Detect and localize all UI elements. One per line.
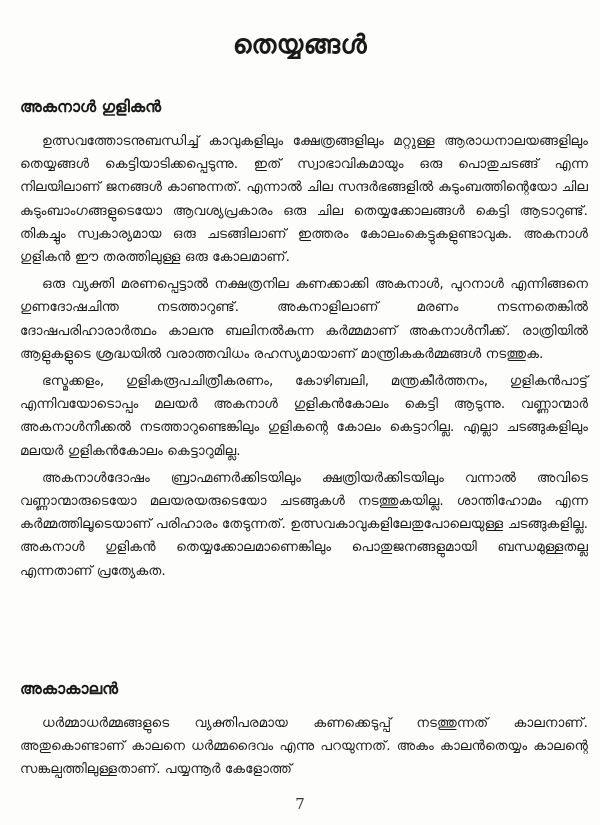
section-heading: അകനാൾ ഗുളികൻ <box>20 97 162 116</box>
section-heading: അകാകാലൻ <box>20 679 119 698</box>
section-akakalan <box>20 678 588 782</box>
paragraph: ധർമ്മാധർമ്മങ്ങളുടെ വ്യക്തിപരമായ കണക്കെടുപ്പ് നടത്തുന്നത് കാലനാണ്. അതുകൊണ്ടാണ് കാലനെ ധർമ്മദൈവം എന്നു പറയുന്നത്. അകം കാലൻതെയ്യം കാലന്റെ സങ്കല്പത്തിലുള്ളതാണ്. പയ്യന്നൂർ കേളോത്ത് <box>20 715 588 778</box>
paragraph: ഒരു വ്യക്തി മരണപ്പെട്ടാൽ നക്ഷത്രനില കണക്കാക്കി അകനാൾ, പുറനാൾ എന്നിങ്ങനെ ഗുണദോഷചിന്ത നടത്താറുണ്ട്. അകനാളിലാണ് മരണം നടന്നതെങ്കിൽ ദോഷപരിഹാരാർത്ഥം കാലനു ബലിനൽകുന്ന കർമ്മമാണ് അകനാൾനീക്ക്. രാത്രിയിൽ ആളുകളുടെ ശ്രദ്ധയിൽ വരാത്തവിധം രഹസ്യമായാണ് മാന്ത്രികകർമ്മങ്ങൾ നടത്തുക. <box>20 276 588 362</box>
page-number: 7 <box>295 795 305 813</box>
page-title: തെയ്യങ്ങൾ <box>232 30 368 60</box>
paragraph: ഉത്സവത്തോടനുബന്ധിച്ച് കാവുകളിലും ക്ഷേത്രങ്ങളിലും മറ്റുള്ള ആരാധനാലയങ്ങളിലും തെയ്യങ്ങൾ കെട്ടിയാടിക്കപ്പെടുന്നു. ഇത് സ്വാഭാവികമായും ഒരു പൊതുചടങ്ങ് എന്ന നിലയിലാണ് ജനങ്ങൾ കാണുന്നത്. എന്നാൽ ചില സന്ദർഭങ്ങളിൽ കുടുംബത്തിന്റെയോ ചില കുടുംബാംഗങ്ങളുടെയോ ആവശ്യപ്രകാരം ഒരു ചില തെയ്യക്കോലങ്ങൾ കെട്ടി ആടാറുണ്ട്. തികച്ചും സ്വകാര്യമായ ഒരു ചടങ്ങിലാണ് ഇത്തരം കോലംകെട്ടുകളുണ്ടാവുക. അകനാൾ ഗുളികൻ ഈ തരത്തിലുള്ള ഒരു കോലമാണ്. <box>20 133 588 266</box>
paragraph: അകനാൾദോഷം ബ്രാഹ്മണർക്കിടയിലും ക്ഷത്രിയർക്കിടയിലും വന്നാൽ അവിടെ വണ്ണാന്മാരുടെയോ മലയരയരുടെയോ ചടങ്ങുകൾ നടത്തുകയില്ല. ശാന്തിഹോമം എന്ന കർമ്മത്തിലൂടെയാണ് പരിഹാരം തേടുന്നത്. ഉത്സവകാവുകളിലേതുപോലെയുള്ള ചടങ്ങുകളില്ല. അകനാൾ ഗുളികൻ തെയ്യക്കോലമാണെങ്കിലും പൊതുജനങ്ങളുമായി ബന്ധമുള്ളതല്ല എന്നതാണ് പ്രത്യേകത. <box>20 469 588 579</box>
section-akanal-gulikan <box>20 96 588 583</box>
paragraph: ഭസ്മക്കളം, ഗുളികരൂപചിത്രീകരണം, കോഴിബലി, മന്ത്രകീർത്തനം, ഗുളികൻപാട്ട് എന്നിവയോടൊപ്പം മലയർ അകനാൾ ഗുളികൻകോലം കെട്ടി ആടുന്നു. വണ്ണാന്മാർ അകനാൾനീക്കൽ നടത്താറുണ്ടെങ്കിലും ഗുളികന്റെ കോലം കെട്ടാറില്ല. എല്ലാ ചടങ്ങുകളിലും മലയർ ഗുളികൻകോലം കെട്ടാറുമില്ല. <box>20 373 588 459</box>
